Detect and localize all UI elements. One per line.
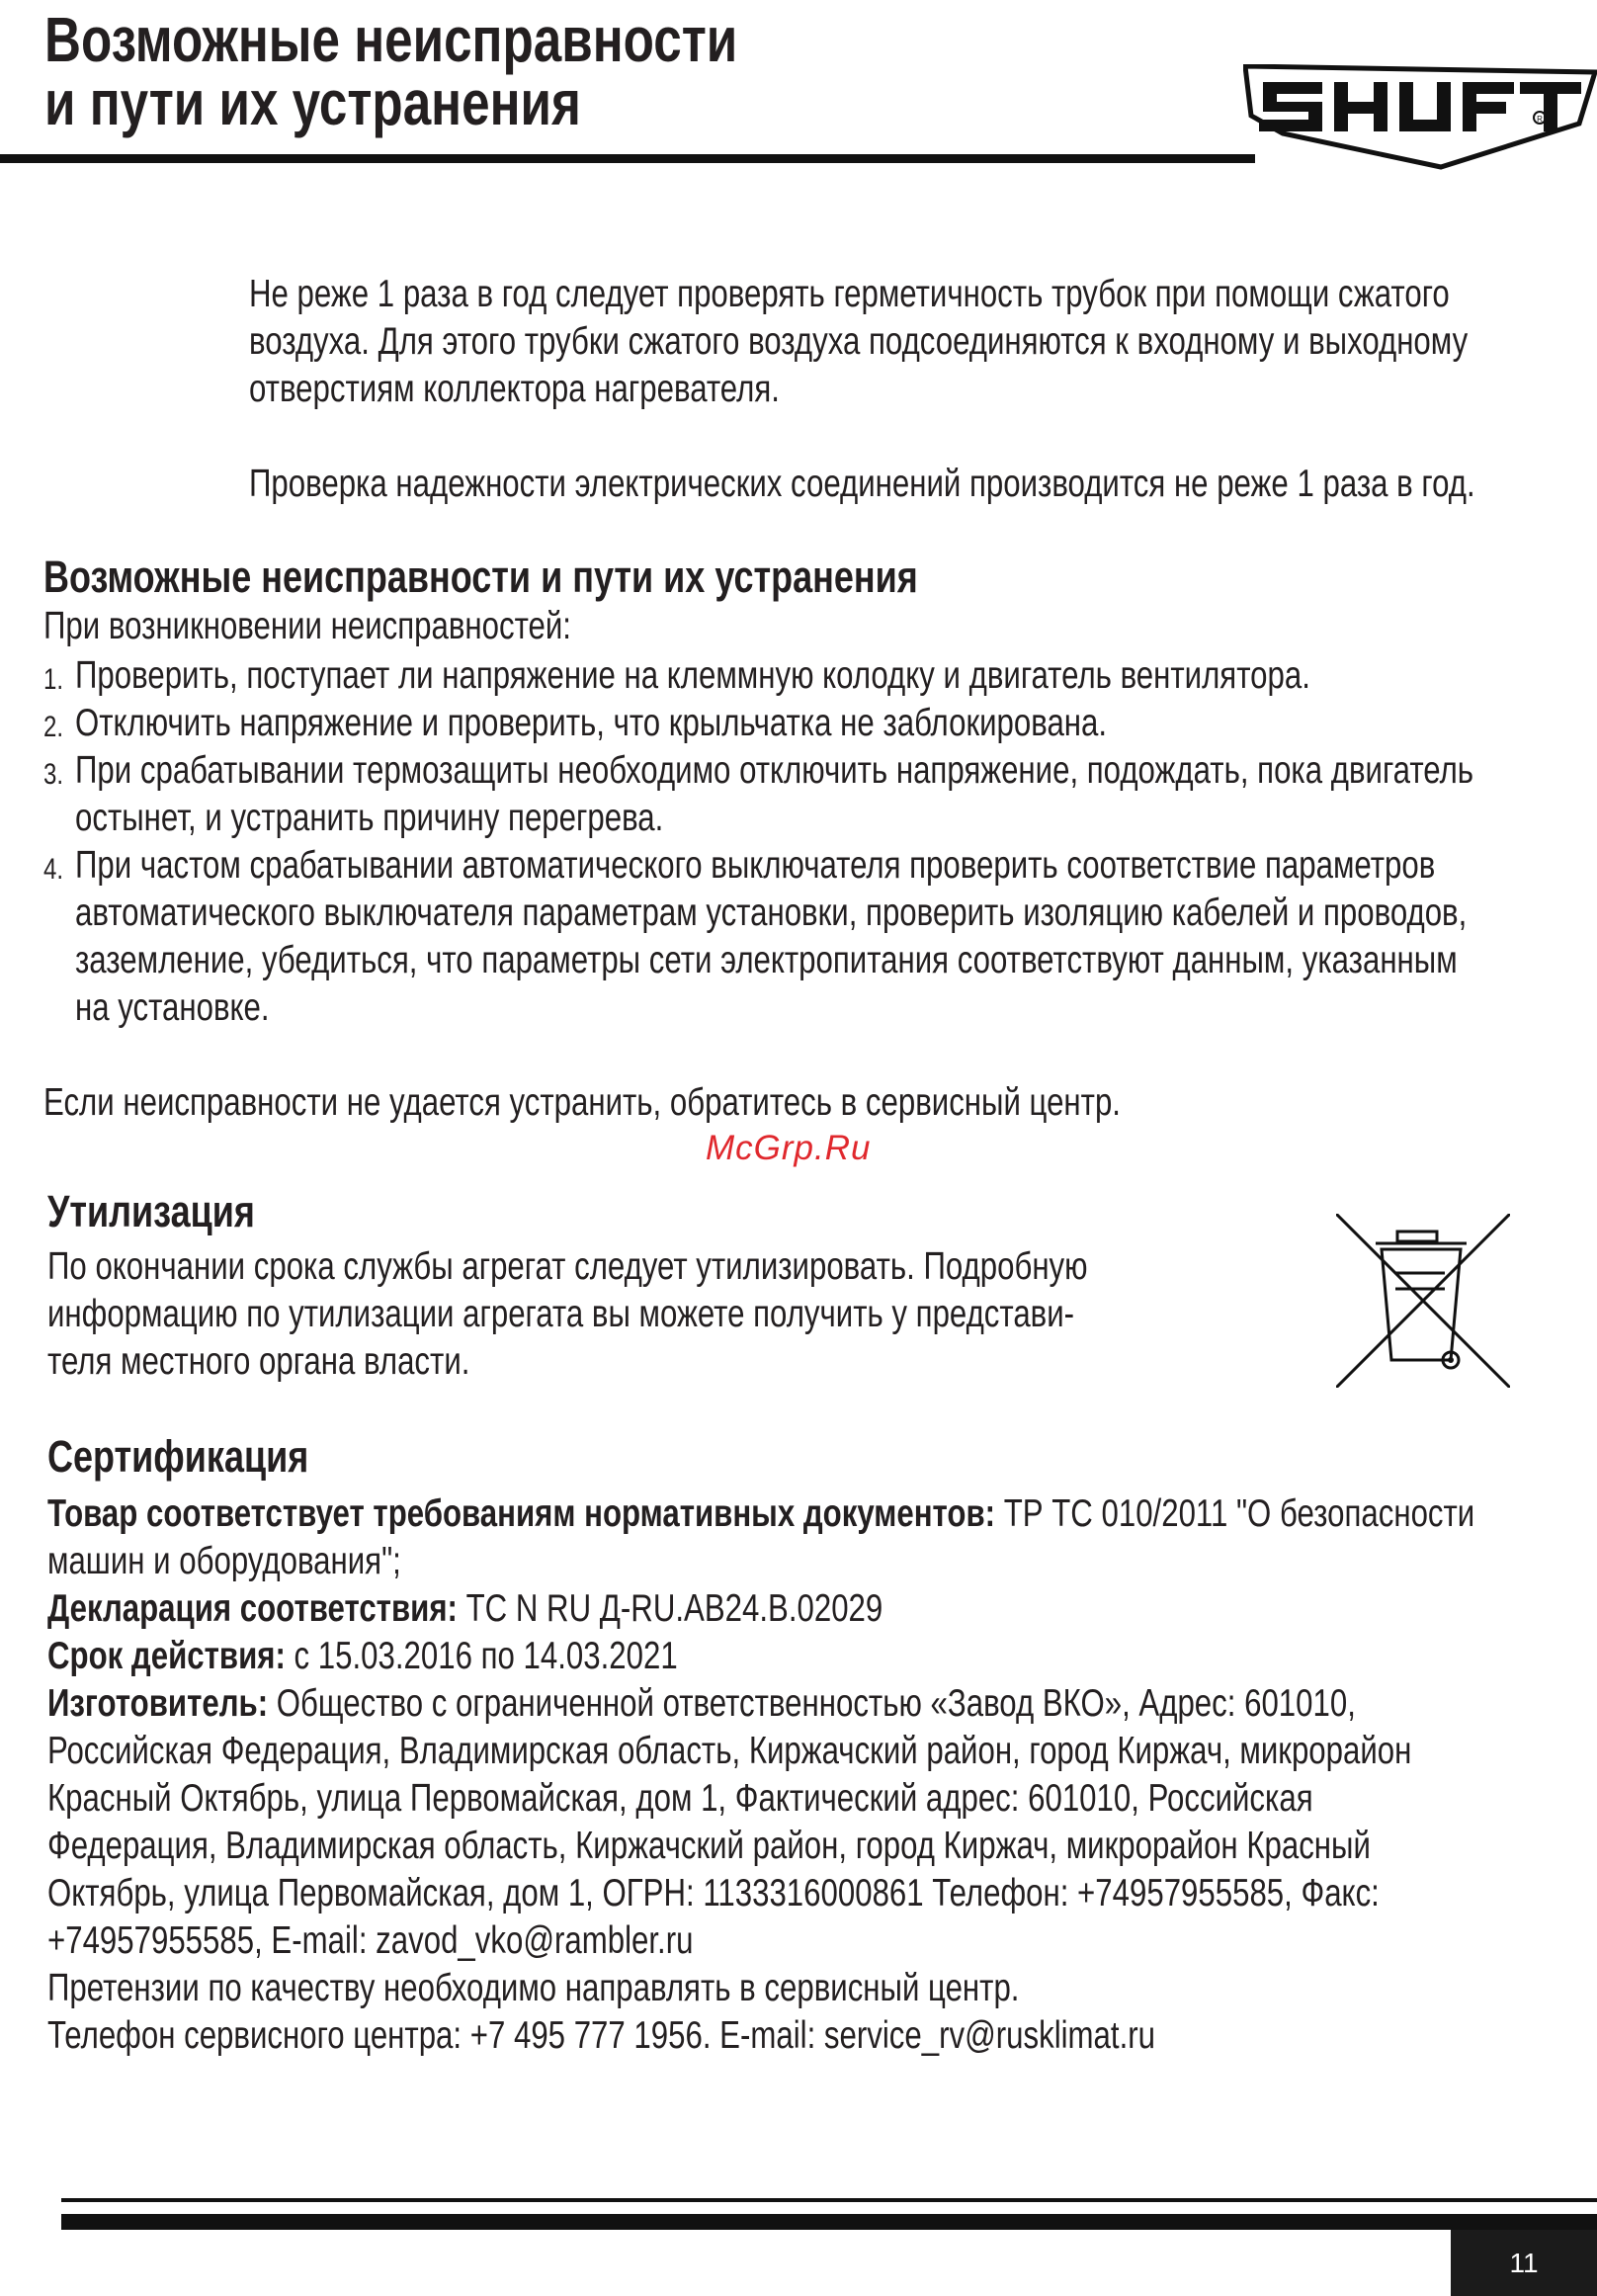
- manufacturer-value: Общество с ограниченной ответственностью «Завод ВКО», Адрес: 601010,: [268, 1682, 1356, 1725]
- list-number: 2.: [43, 711, 64, 743]
- certification-body: [47, 1490, 1474, 2060]
- cert-line: Федерация, Владимирская область, Киржачский район, город Киржач, микрорайон Красный: [47, 1825, 1371, 1867]
- watermark-link[interactable]: McGrp.Ru: [706, 1129, 872, 1167]
- list-item: [43, 747, 1473, 842]
- disposal-line: теля местного органа власти.: [47, 1340, 470, 1383]
- faults-intro: При возникновении неисправностей:: [43, 605, 571, 647]
- list-line: заземление, убедиться, что параметры сети электропитания соответствуют данным, указанным: [75, 939, 1458, 981]
- cert-line: Претензии по качеству необходимо направлять в сервисный центр.: [47, 1967, 1020, 2009]
- cert-line: Российская Федерация, Владимирская область, Киржачский район, город Киржач, микрорайон: [47, 1730, 1412, 1772]
- declaration-label: Декларация соответствия:: [47, 1587, 458, 1630]
- list-number: 3.: [43, 758, 64, 791]
- cert-line: [47, 1490, 1474, 1538]
- brand-logo: [1243, 64, 1597, 173]
- cert-line: Телефон сервисного центра: +7 495 777 1956. E-mail: service_rv@rusklimat.ru: [47, 2014, 1155, 2057]
- cert-line: [47, 1585, 1474, 1633]
- list-line: При частом срабатывании автоматического выключателя проверить соответствие параметров: [75, 844, 1436, 887]
- cert-line: +74957955585, E-mail: zavod_vko@rambler.ru: [47, 1919, 694, 1962]
- list-item: [43, 652, 1473, 700]
- page-number: 11: [1509, 2248, 1539, 2278]
- disposal-heading: Утилизация: [47, 1186, 255, 1236]
- validity-label: Срок действия:: [47, 1635, 286, 1677]
- declaration-value: ТС N RU Д-RU.АВ24.В.02029: [457, 1587, 883, 1630]
- page-title-line2: и пути их устранения: [44, 67, 581, 138]
- crossed-bin-icon: [1336, 1214, 1510, 1388]
- list-number: 4.: [43, 853, 64, 886]
- page-title: [44, 4, 738, 138]
- footer-rule-thin: [61, 2198, 1597, 2202]
- footer-rule-thick: [61, 2214, 1597, 2230]
- svg-text:R: R: [1537, 115, 1543, 124]
- intro-line: Не реже 1 раза в год следует проверять герметичность трубок при помощи сжатого: [249, 273, 1450, 315]
- intro-line: воздуха. Для этого трубки сжатого воздуха подсоединяются к входному и выходному: [249, 320, 1469, 363]
- disposal-text: [47, 1243, 1088, 1386]
- list-line: Отключить напряжение и проверить, что крыльчатка не заблокирована.: [75, 702, 1108, 744]
- faults-outro: Если неисправности не удается устранить, обратитесь в сервисный центр.: [43, 1081, 1121, 1124]
- cert-line: Октябрь, улица Первомайская, дом 1, ОГРН: 1133316000861 Телефон: +74957955585, Факс:: [47, 1872, 1380, 1914]
- cert-line: [47, 1680, 1474, 1728]
- header-rule: [0, 154, 1255, 163]
- list-line: автоматического выключателя параметрам установки, проверить изоляцию кабелей и проводов,: [75, 892, 1468, 934]
- list-item: [43, 842, 1473, 1032]
- intro-line: Проверка надежности электрических соединений производится не реже 1 раза в год.: [249, 463, 1475, 505]
- manufacturer-label: Изготовитель:: [47, 1682, 269, 1725]
- page-title-line1: Возможные неисправности: [44, 4, 738, 75]
- list-line: Проверить, поступает ли напряжение на клеммную колодку и двигатель вентилятора.: [75, 654, 1310, 697]
- maintenance-intro: [249, 271, 1475, 508]
- intro-line: отверстиям коллектора нагревателя.: [249, 368, 780, 410]
- faults-list: [43, 652, 1473, 1032]
- disposal-line: По окончании срока службы агрегат следует утилизировать. Подробную: [47, 1245, 1088, 1288]
- compliance-value: ТР ТС 010/2011 "О безопасности: [995, 1492, 1475, 1535]
- list-line: остынет, и устранить причину перегрева.: [75, 797, 664, 839]
- validity-value: с 15.03.2016 по 14.03.2021: [285, 1635, 678, 1677]
- cert-line: Красный Октябрь, улица Первомайская, дом 1, Фактический адрес: 601010, Российская: [47, 1777, 1313, 1820]
- cert-line: машин и оборудования";: [47, 1540, 401, 1582]
- list-line: на установке.: [75, 986, 270, 1029]
- list-number: 1.: [43, 663, 64, 696]
- certification-heading: Сертификация: [47, 1431, 309, 1482]
- disposal-line: информацию по утилизации агрегата вы можете получить у представи-: [47, 1293, 1075, 1335]
- cert-line: [47, 1633, 1474, 1680]
- faults-heading: Возможные неисправности и пути их устранения: [43, 552, 918, 602]
- list-item: [43, 700, 1473, 747]
- compliance-label: Товар соответствует требованиям нормативных документов:: [47, 1492, 996, 1535]
- list-line: При срабатывании термозащиты необходимо отключить напряжение, подождать, пока двигатель: [75, 749, 1474, 792]
